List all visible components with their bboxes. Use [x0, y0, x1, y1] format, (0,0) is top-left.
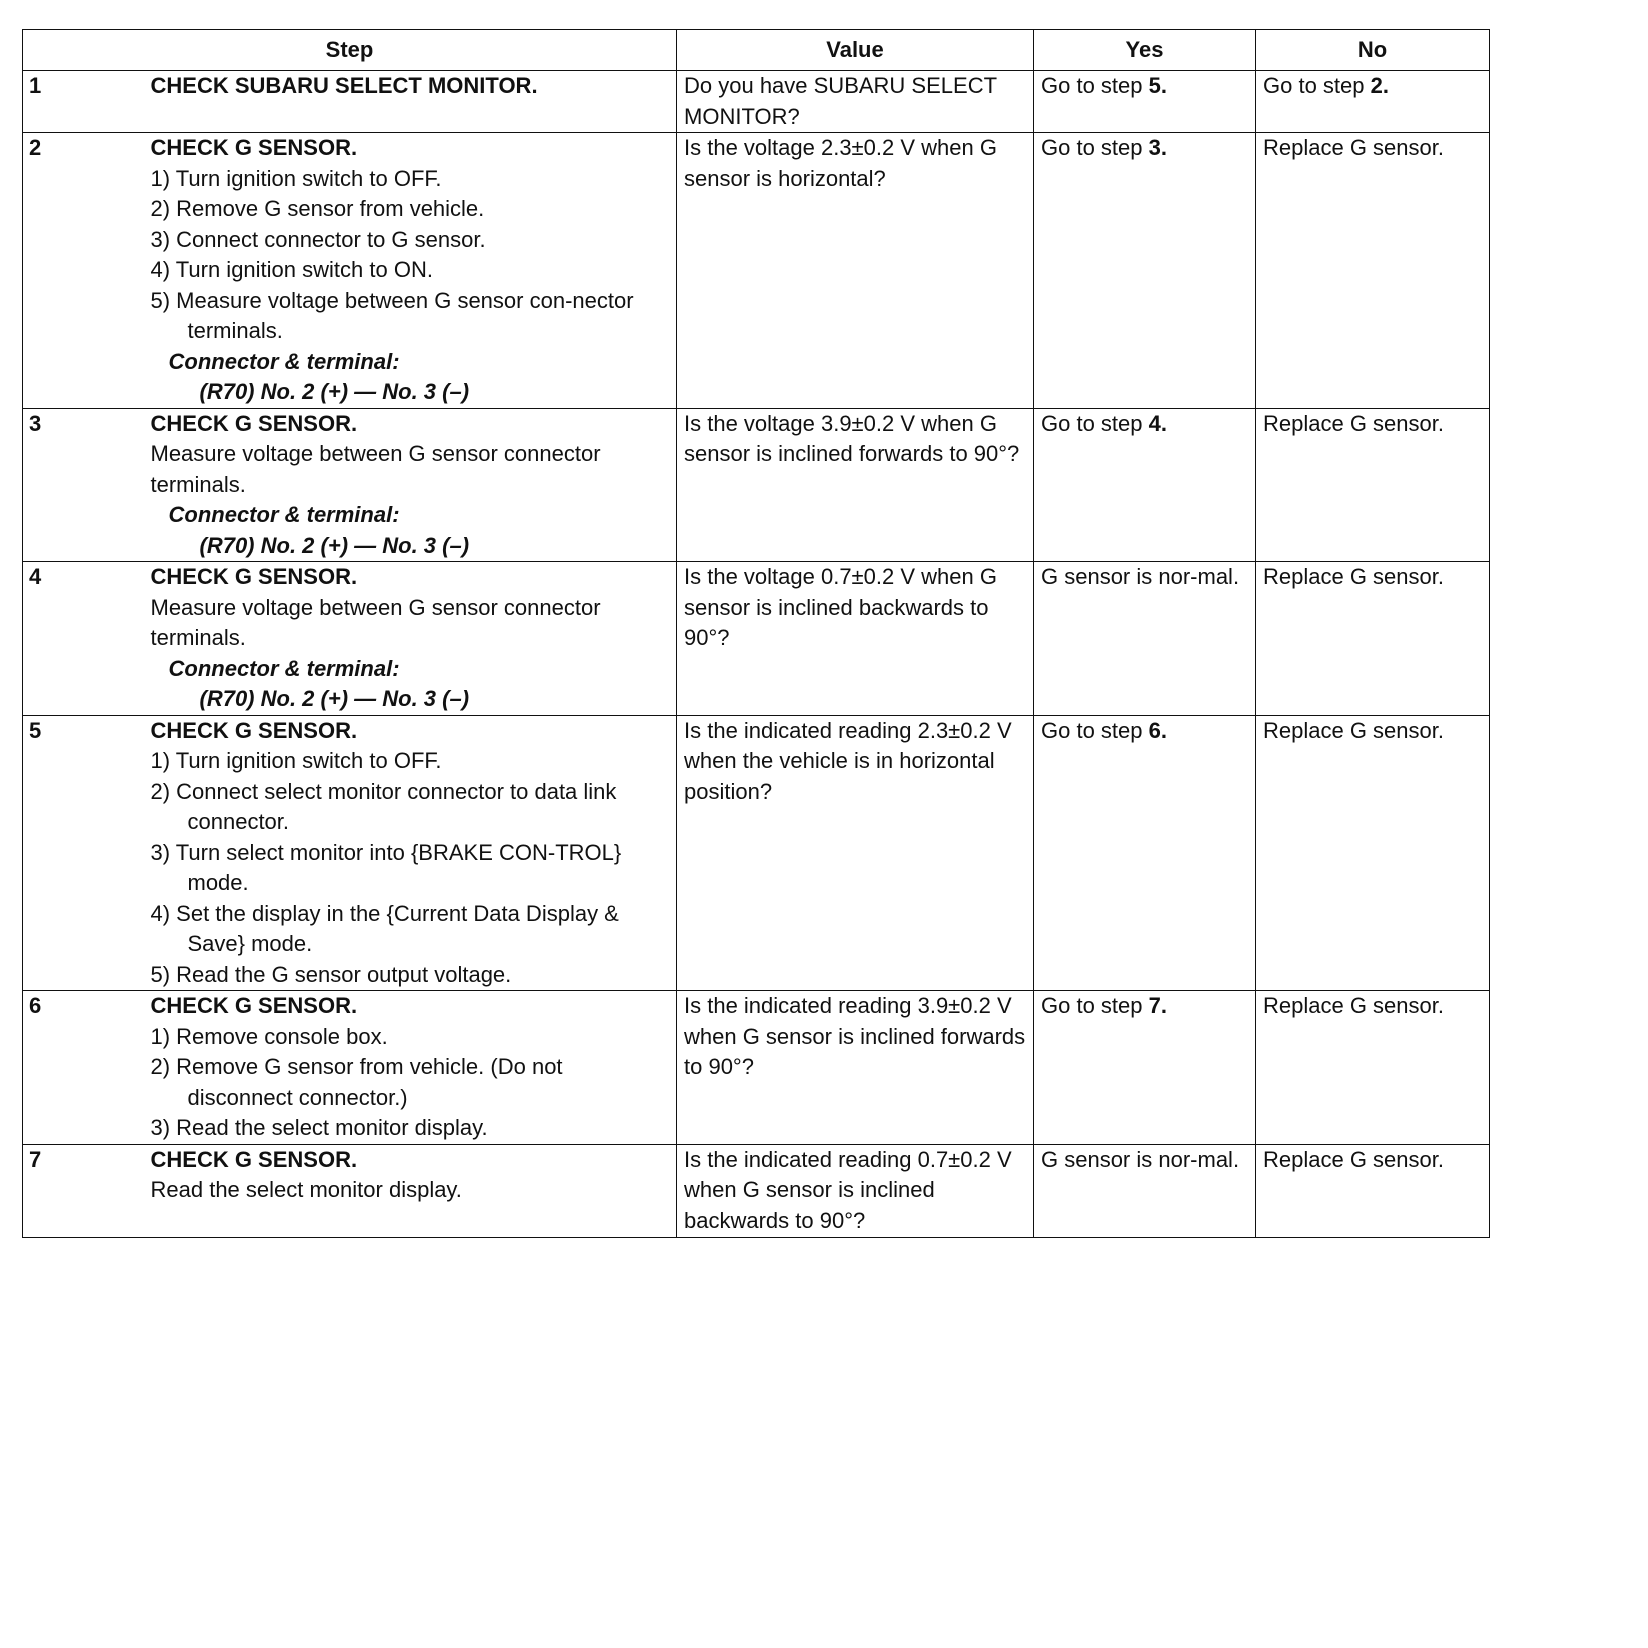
sub-step: 3) Read the select monitor display.	[150, 1115, 488, 1140]
connector-label: Connector & terminal:	[168, 502, 400, 527]
step-title: CHECK SUBARU SELECT MONITOR.	[150, 73, 538, 98]
sub-step: 1) Turn ignition switch to OFF.	[150, 165, 442, 191]
step-title: CHECK G SENSOR.	[150, 564, 358, 589]
value-cell: Is the voltage 3.9±0.2 V when G sensor is inclined forwards to 90°?	[677, 408, 1034, 562]
connector-label: Connector & terminal:	[168, 348, 400, 374]
step-description: Measure voltage between G sensor connector terminals.	[150, 441, 601, 497]
yes-cell	[1034, 991, 1256, 1145]
sub-step: 3) Turn select monitor into {BRAKE CON-TROL} mode.	[150, 839, 622, 895]
sub-step: 1) Turn ignition switch to OFF.	[150, 748, 442, 773]
step-cell	[151, 562, 677, 716]
step-cell	[151, 715, 677, 991]
header-yes: Yes	[1034, 30, 1256, 71]
step-description: Measure voltage between G sensor connector terminals.	[150, 594, 601, 650]
step-number: 2	[23, 133, 151, 409]
yes-text: Go to step	[1041, 73, 1149, 98]
yes-step-ref: 4.	[1148, 410, 1167, 436]
step-number: 5	[23, 715, 151, 991]
sub-step: 2) Connect select monitor connector to data link connector.	[150, 778, 617, 834]
sub-step: 5) Measure voltage between G sensor con-nector terminals.	[150, 287, 634, 343]
sub-step: 2) Remove G sensor from vehicle. (Do not disconnect connector.)	[150, 1054, 563, 1110]
step-title: CHECK G SENSOR.	[150, 717, 358, 743]
terminal-spec: (R70) No. 2 (+) — No. 3 (–)	[199, 686, 470, 711]
yes-cell	[1034, 715, 1256, 991]
no-cell: Replace G sensor.	[1256, 715, 1490, 991]
sub-step: 5) Read the G sensor output voltage.	[150, 961, 512, 987]
table-row	[23, 408, 1490, 562]
sub-step: 2) Remove G sensor from vehicle.	[150, 196, 485, 221]
step-cell	[151, 71, 677, 133]
table-row	[23, 133, 1490, 409]
no-cell: Replace G sensor.	[1256, 408, 1490, 562]
yes-text: Go to step	[1041, 410, 1149, 436]
no-cell: Replace G sensor.	[1256, 1144, 1490, 1237]
no-cell: Replace G sensor.	[1256, 991, 1490, 1145]
table-row	[23, 1144, 1490, 1237]
step-number: 7	[23, 1144, 151, 1237]
header-value: Value	[677, 30, 1034, 71]
step-cell	[151, 991, 677, 1145]
header-no: No	[1256, 30, 1490, 71]
step-number: 1	[23, 71, 151, 133]
no-cell: Replace G sensor.	[1256, 133, 1490, 409]
step-title: CHECK G SENSOR.	[150, 1146, 358, 1172]
table-row	[23, 991, 1490, 1145]
step-title: CHECK G SENSOR.	[150, 993, 358, 1018]
step-title: CHECK G SENSOR.	[150, 135, 358, 160]
yes-cell	[1034, 408, 1256, 562]
no-text: Go to step	[1263, 73, 1371, 98]
sub-step: 3) Connect connector to G sensor.	[150, 226, 486, 252]
step-number: 6	[23, 991, 151, 1145]
terminal-spec: (R70) No. 2 (+) — No. 3 (–)	[199, 532, 470, 558]
value-cell: Is the voltage 2.3±0.2 V when G sensor is horizontal?	[677, 133, 1034, 409]
yes-text: Go to step	[1041, 717, 1149, 743]
table-row	[23, 562, 1490, 716]
step-cell	[151, 1144, 677, 1237]
step-number: 4	[23, 562, 151, 716]
value-cell: Is the indicated reading 2.3±0.2 V when the vehicle is in horizontal position?	[677, 715, 1034, 991]
yes-text: Go to step	[1041, 135, 1149, 160]
value-cell: Is the voltage 0.7±0.2 V when G sensor is inclined backwards to 90°?	[677, 562, 1034, 716]
no-step-ref: 2.	[1370, 73, 1389, 98]
step-number: 3	[23, 408, 151, 562]
value-cell: Is the indicated reading 3.9±0.2 V when G sensor is inclined forwards to 90°?	[677, 991, 1034, 1145]
yes-cell: G sensor is nor-mal.	[1034, 1144, 1256, 1237]
yes-step-ref: 3.	[1148, 135, 1167, 160]
value-cell: Do you have SUBARU SELECT MONITOR?	[677, 71, 1034, 133]
step-title: CHECK G SENSOR.	[150, 410, 358, 436]
value-cell: Is the indicated reading 0.7±0.2 V when G sensor is inclined backwards to 90°?	[677, 1144, 1034, 1237]
no-cell: Replace G sensor.	[1256, 562, 1490, 716]
step-cell	[151, 408, 677, 562]
yes-text: Go to step	[1041, 993, 1149, 1018]
header-step: Step	[23, 30, 677, 71]
yes-cell	[1034, 133, 1256, 409]
step-description: Read the select monitor display.	[150, 1177, 462, 1202]
yes-step-ref: 7.	[1148, 993, 1167, 1018]
step-cell	[151, 133, 677, 409]
yes-step-ref: 5.	[1148, 73, 1167, 98]
table-row	[23, 71, 1490, 133]
yes-step-ref: 6.	[1148, 717, 1167, 743]
yes-cell	[1034, 71, 1256, 133]
yes-cell: G sensor is nor-mal.	[1034, 562, 1256, 716]
sub-step: 4) Set the display in the {Current Data Display & Save} mode.	[150, 900, 619, 956]
terminal-spec: (R70) No. 2 (+) — No. 3 (–)	[199, 379, 470, 404]
connector-label: Connector & terminal:	[168, 655, 400, 681]
sub-step: 4) Turn ignition switch to ON.	[150, 257, 433, 282]
diagnostic-table	[22, 29, 1490, 1238]
sub-step: 1) Remove console box.	[150, 1023, 388, 1049]
no-cell	[1256, 71, 1490, 133]
header-row	[23, 30, 1490, 71]
table-row	[23, 715, 1490, 991]
